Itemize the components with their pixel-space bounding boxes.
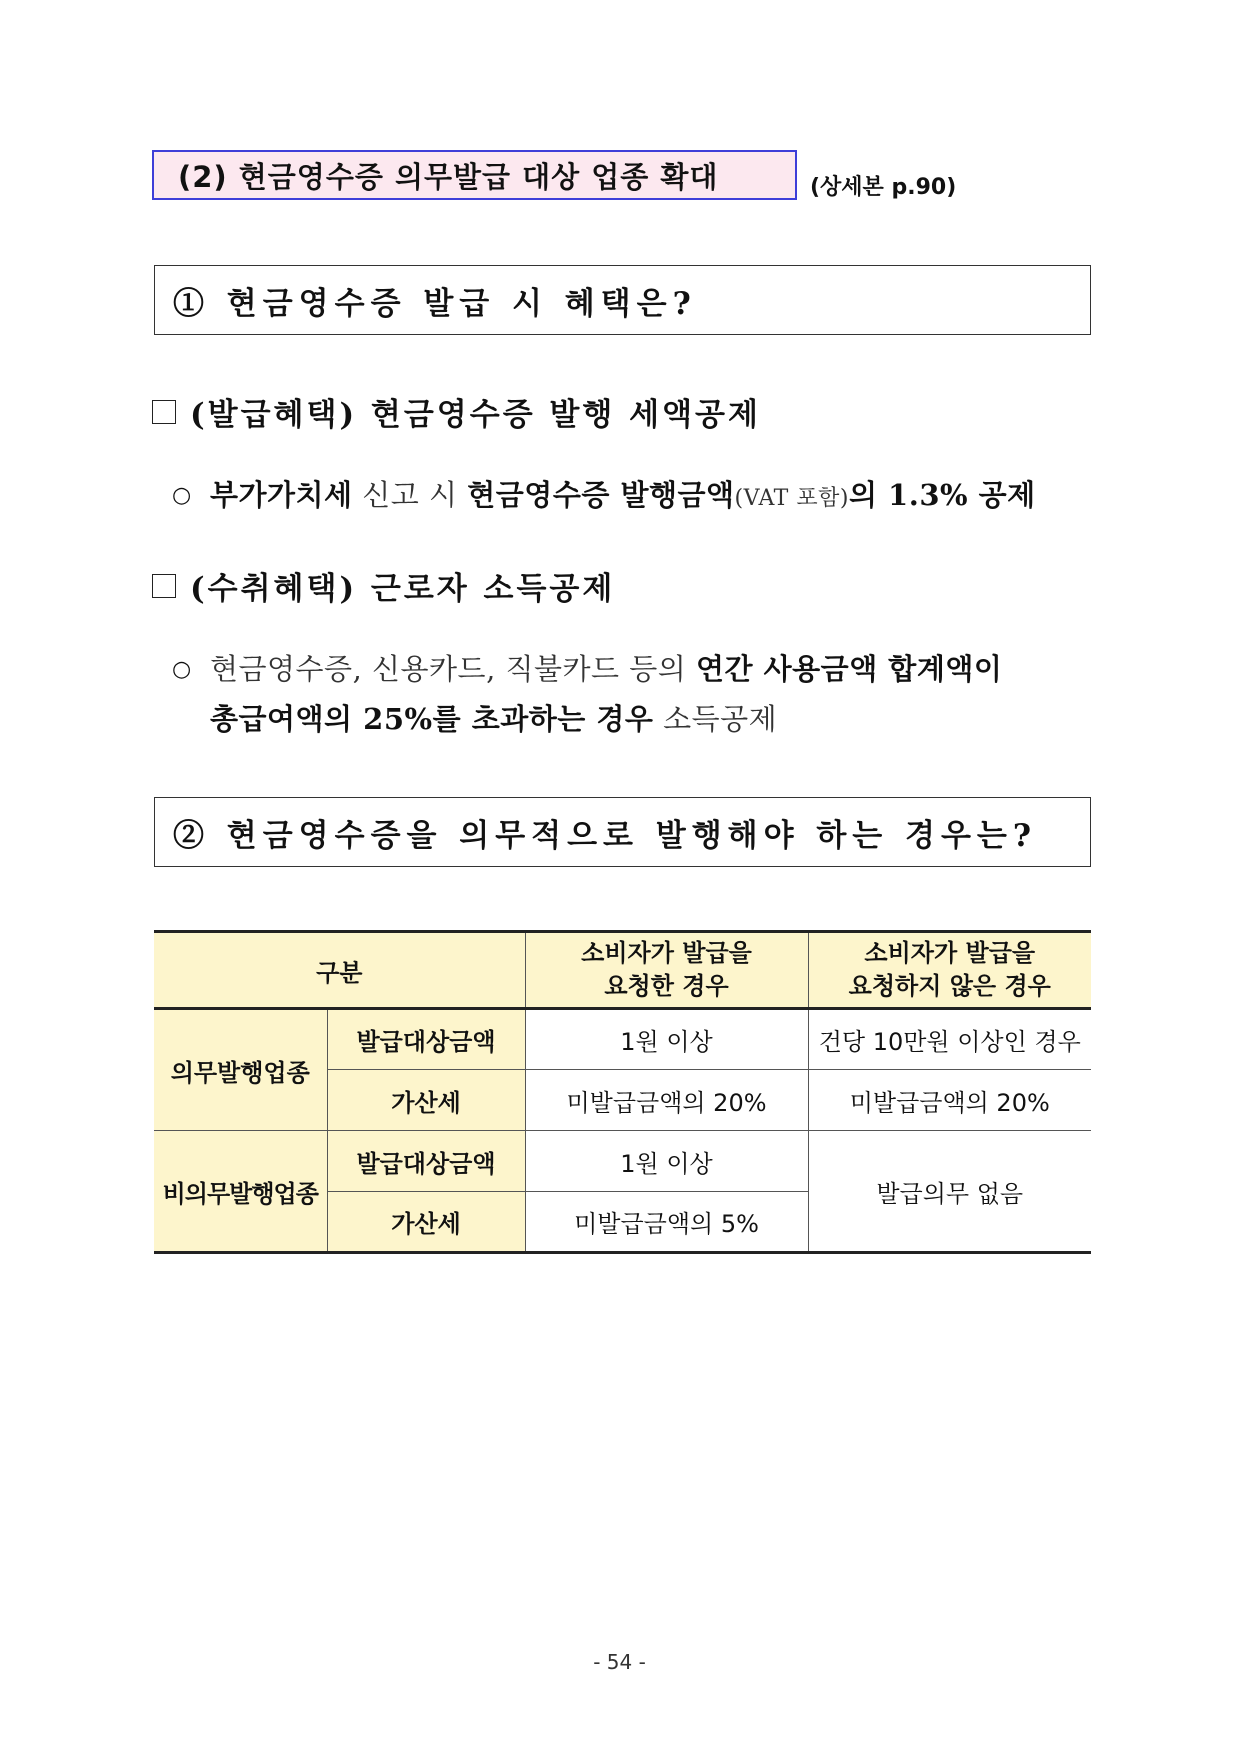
cell-value: 미발급금액의 20% <box>808 1070 1091 1131</box>
bullet-2-b: 연간 사용금액 합계액이 <box>696 652 1003 686</box>
cell-value: 건당 10만원 이상인 경우 <box>808 1009 1091 1070</box>
square-bullet-icon <box>152 574 176 598</box>
bullet-income-deduction <box>172 647 1002 688</box>
bullet-vat-credit <box>172 473 1036 514</box>
header-requested-line2: 요청한 경우 <box>604 972 729 1000</box>
bullet-1-b: 신고 시 <box>352 478 468 512</box>
group-non-mandatory-label: 비의무발행업종 <box>154 1131 327 1253</box>
row-item: 가산세 <box>327 1070 525 1131</box>
circle-bullet-icon: ○ <box>172 657 192 682</box>
page-number: - 54 - <box>593 1650 646 1674</box>
table-row <box>154 1131 1091 1192</box>
header-requested <box>525 932 808 1009</box>
bullet-2-d: 소득공제 <box>653 702 778 736</box>
square-bullet-icon <box>152 400 176 424</box>
header-not-requested <box>808 932 1091 1009</box>
row-item: 발급대상금액 <box>327 1009 525 1070</box>
bullet-2-c: 총급여액의 25%를 초과하는 경우 <box>210 702 654 736</box>
bullet-1-d: (VAT 포함) <box>734 486 849 511</box>
cell-value: 1원 이상 <box>525 1009 808 1070</box>
header-not-requested-line1: 소비자가 발급을 <box>864 939 1036 967</box>
table-row <box>154 1009 1091 1070</box>
section-title <box>152 150 797 200</box>
header-requested-line1: 소비자가 발급을 <box>581 939 752 967</box>
cell-value: 1원 이상 <box>525 1131 808 1192</box>
obligation-table <box>154 930 1091 1254</box>
row-item: 가산세 <box>327 1192 525 1253</box>
bullet-2-a: 현금영수증, 신용카드, 직불카드 등의 <box>210 652 697 686</box>
header-category: 구분 <box>154 932 525 1009</box>
circle-bullet-icon: ○ <box>172 483 192 508</box>
section-reference: (상세본 p.90) <box>810 175 957 200</box>
question-box-1 <box>154 265 1091 335</box>
question-2-text: ② 현금영수증을 의무적으로 발행해야 하는 경우는? <box>173 817 1038 854</box>
bullet-1-c: 현금영수증 발행금액 <box>467 478 735 512</box>
bullet-1-e: 의 1.3% 공제 <box>848 478 1036 512</box>
question-box-2 <box>154 797 1091 867</box>
heading-receive-benefit <box>152 563 615 608</box>
bullet-income-deduction-cont <box>210 697 777 738</box>
row-item: 발급대상금액 <box>327 1131 525 1192</box>
section-title-text: (2) 현금영수증 의무발급 대상 업종 확대 <box>178 159 719 194</box>
question-1-text: ① 현금영수증 발급 시 혜택은? <box>173 285 697 322</box>
heading-issue-benefit <box>152 389 761 434</box>
heading-2-text: (수취혜택) 근로자 소득공제 <box>190 571 616 607</box>
cell-value: 미발급금액의 5% <box>525 1192 808 1253</box>
bullet-1-a: 부가가치세 <box>210 478 353 512</box>
heading-1-text: (발급혜택) 현금영수증 발행 세액공제 <box>190 397 761 433</box>
group-mandatory-label: 의무발행업종 <box>154 1009 327 1131</box>
header-not-requested-line2: 요청하지 않은 경우 <box>848 972 1051 1000</box>
cell-value: 미발급금액의 20% <box>525 1070 808 1131</box>
table-header-row <box>154 932 1091 1009</box>
cell-merged-no-obligation: 발급의무 없음 <box>808 1131 1091 1253</box>
